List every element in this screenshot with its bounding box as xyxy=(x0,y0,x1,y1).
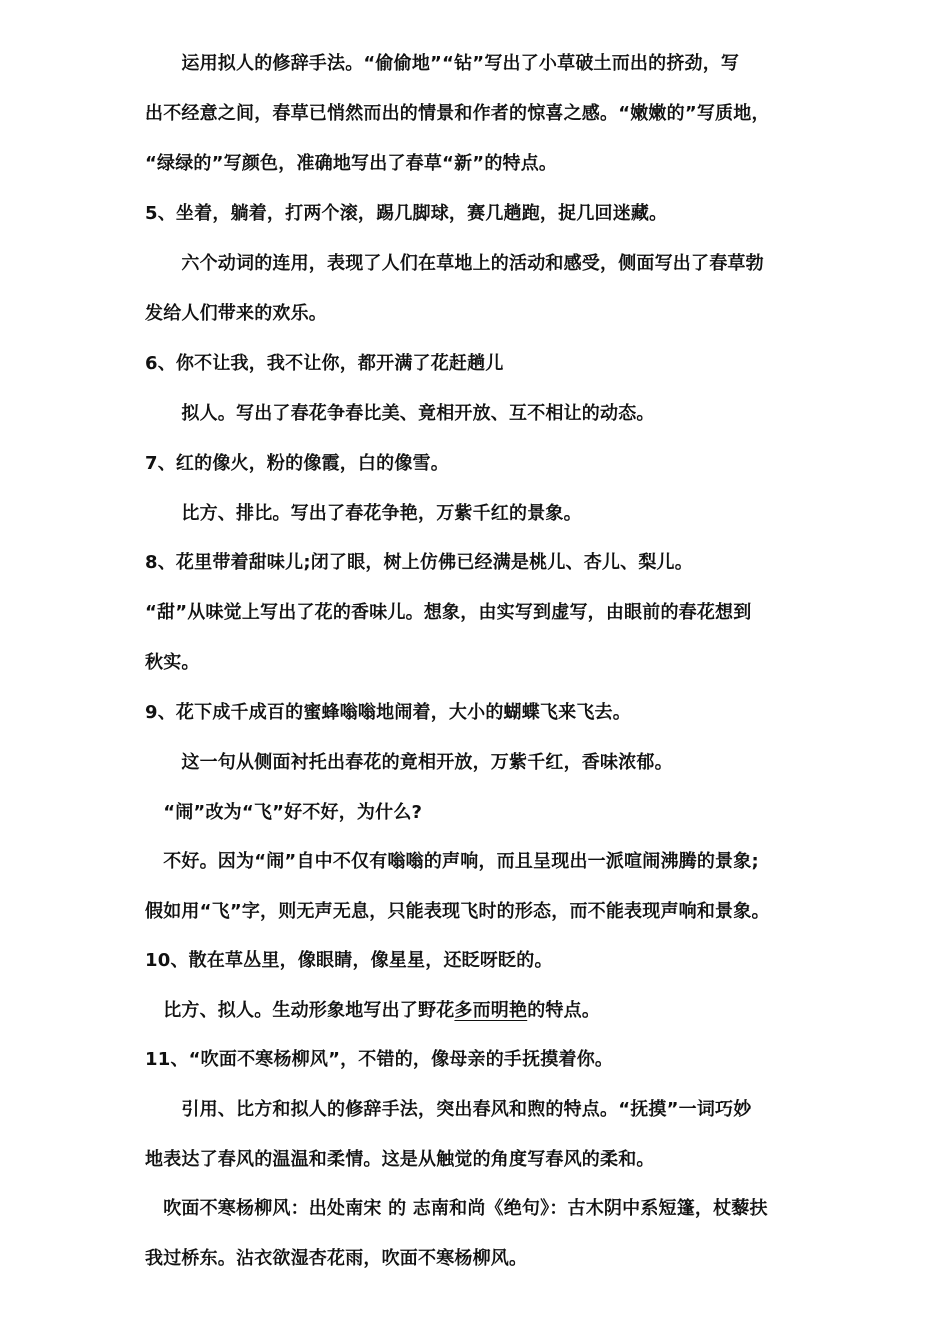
underlined-text: 多而明艳 xyxy=(454,1000,528,1021)
paragraph-line: 地表达了春风的温温和柔情。这是从触觉的角度写春风的柔和。 xyxy=(145,1149,655,1170)
sentence-heading-7: 7、红的像火，粉的像霞，白的像雪。 xyxy=(145,453,449,474)
paragraph-line: 我过桥东。沾衣欲湿杏花雨，吹面不寒杨柳风。 xyxy=(145,1248,528,1269)
paragraph-line: 秋实。 xyxy=(145,652,200,673)
line-text: 的特点。 xyxy=(527,1000,601,1021)
sentence-heading-11: 11、“吹面不寒杨柳风”，不错的，像母亲的手抚摸着你。 xyxy=(145,1049,614,1070)
paragraph-line: 发给人们带来的欢乐。 xyxy=(145,303,327,324)
paragraph-line: 引用、比方和拟人的修辞手法，突出春风和煦的特点。“抚摸”一词巧妙 xyxy=(145,1099,752,1120)
line-text: 比方、拟人。生动形象地写出了野花 xyxy=(145,1000,455,1021)
paragraph-line: “绿绿的”写颜色，准确地写出了春草“新”的特点。 xyxy=(145,153,558,174)
answer-line: 不好。因为“闹”自中不仅有嗡嗡的声响，而且呈现出一派喧闹沸腾的景象; xyxy=(145,851,759,872)
question-line: “闹”改为“飞”好不好，为什么? xyxy=(145,802,423,823)
sentence-heading-9: 9、花下成千成百的蜜蜂嗡嗡地闹着，大小的蝴蝶飞来飞去。 xyxy=(145,702,631,723)
sentence-heading-6: 6、你不让我，我不让你，都开满了花赶趟儿 xyxy=(145,353,504,374)
paragraph-line: 出不经意之间，春草已悄然而出的情景和作者的惊喜之感。“嫩嫩的”写质地， xyxy=(145,103,770,124)
answer-line: 假如用“飞”字，则无声无息，只能表现飞时的形态，而不能表现声响和景象。 xyxy=(145,901,770,922)
paragraph-line: 拟人。写出了春花争春比美、竟相开放、互不相让的动态。 xyxy=(145,403,655,424)
paragraph-line: “甜”从味觉上写出了花的香味儿。想象，由实写到虚写，由眼前的春花想到 xyxy=(145,602,752,623)
paragraph-line: 运用拟人的修辞手法。“偷偷地”“钻”写出了小草破土而出的挤劲，写 xyxy=(145,53,740,74)
sentence-heading-10: 10、散在草丛里，像眼睛，像星星，还眨呀眨的。 xyxy=(145,950,553,971)
paragraph-line xyxy=(145,998,825,1024)
paragraph-line: 比方、排比。写出了春花争艳，万紫千红的景象。 xyxy=(145,503,582,524)
paragraph-line: 这一句从侧面衬托出春花的竟相开放，万紫千红，香味浓郁。 xyxy=(145,752,673,773)
sentence-heading-8: 8、花里带着甜味儿;闭了眼，树上仿佛已经满是桃儿、杏儿、梨儿。 xyxy=(145,552,693,573)
sentence-heading-5: 5、坐着，躺着，打两个滚，踢几脚球，赛几趟跑，捉几回迷藏。 xyxy=(145,203,668,224)
paragraph-line: 吹面不寒杨柳风：出处南宋 的 志南和尚《绝句》：古木阴中系短篷，杖藜扶 xyxy=(145,1198,768,1219)
paragraph-line: 六个动词的连用，表现了人们在草地上的活动和感受，侧面写出了春草勃 xyxy=(145,253,764,274)
